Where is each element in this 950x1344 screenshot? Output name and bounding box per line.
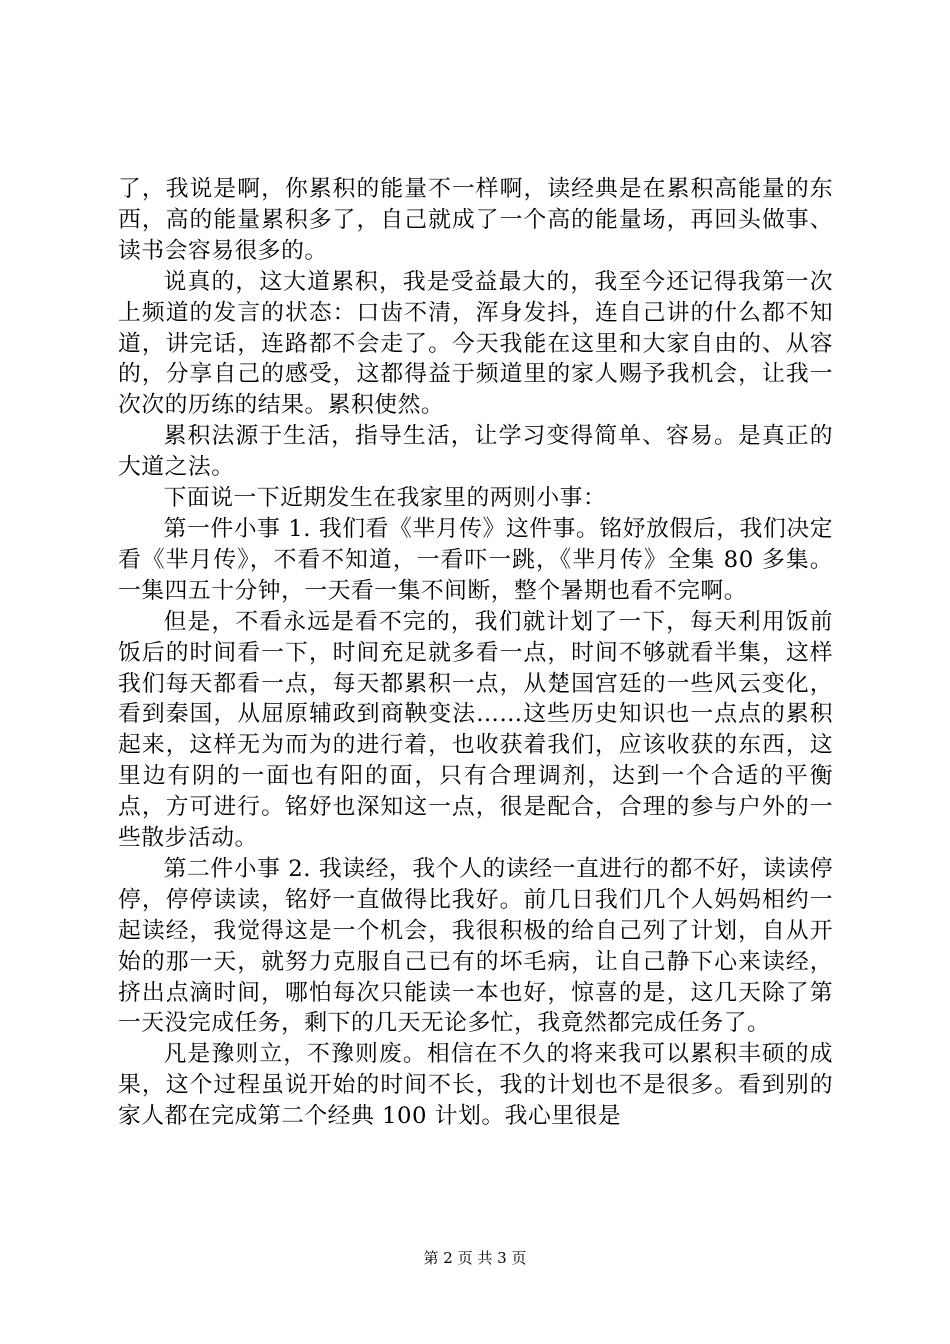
paragraph-continuation: 了，我说是啊，你累积的能量不一样啊，读经典是在累积高能量的东西，高的能量累积多了，自己就成了一个高的能量场，再回头做事、读书会容易很多的。 [118, 176, 833, 264]
paragraph: 第二件小事 2. 我读经，我个人的读经一直进行的都不好，读读停停，停停读读，铭妤一直做得比我好。前几日我们几个人妈妈相约一起读经，我觉得这是一个机会，我很积极的给自己列了计划，自从开始的那一天，就努力克服自己已有的坏毛病，让自己静下心来读经，挤出点滴时间，哪怕每次只能读一本也好，惊喜的是，这几天除了第一天没完成任务，剩下的几天无论多忙，我竟然都完成任务了。 [118, 855, 833, 1037]
paragraph: 凡是豫则立，不豫则废。相信在不久的将来我可以累积丰硕的成果，这个过程虽说开始的时间不长，我的计划也不是很多。看到别的家人都在完成第二个经典 100 计划。我心里很是 [118, 1041, 833, 1130]
paragraph: 第一件小事 1. 我们看《芈月传》这件事。铭妤放假后，我们决定看《芈月传》，不看不知道，一看吓一跳，《芈月传》全集 80 多集。一集四五十分钟，一天看一集不间断，整个暑期也看不完啊。 [118, 515, 833, 604]
paragraph: 说真的，这大道累积，我是受益最大的，我至今还记得我第一次上频道的发言的状态：口齿不清，浑身发抖，连自己讲的什么都不知道，讲完话，连路都不会走了。今天我能在这里和大家自由的、从容的，分享自己的感受，这都得益于频道里的家人赐予我机会，让我一次次的历练的结果。累积使然。 [118, 268, 833, 419]
paragraph: 下面说一下近期发生在我家里的两则小事： [163, 485, 607, 512]
paragraph: 累积法源于生活，指导生活，让学习变得简单、容易。是真正的大道之法。 [118, 423, 833, 481]
page-footer: 第 2 页 共 3 页 [423, 1249, 527, 1267]
body-text [118, 174, 833, 1132]
paragraph: 但是，不看永远是看不完的，我们就计划了一下，每天利用饭前饭后的时间看一下，时间充足就多看一点，时间不够就看半集，这样我们每天都看一点，每天都累积一点，从楚国宫廷的一些风云变化，看到秦国，从屈原辅政到商鞅变法……这些历史知识也一点点的累积起来，这样无为而为的进行着，也收获着我们，应该收获的东西，这里边有阴的一面也有阳的面，只有合理调剂，达到一个合适的平衡点，方可进行。铭妤也深知这一点，很是配合，合理的参与户外的一些散步活动。 [118, 608, 833, 852]
